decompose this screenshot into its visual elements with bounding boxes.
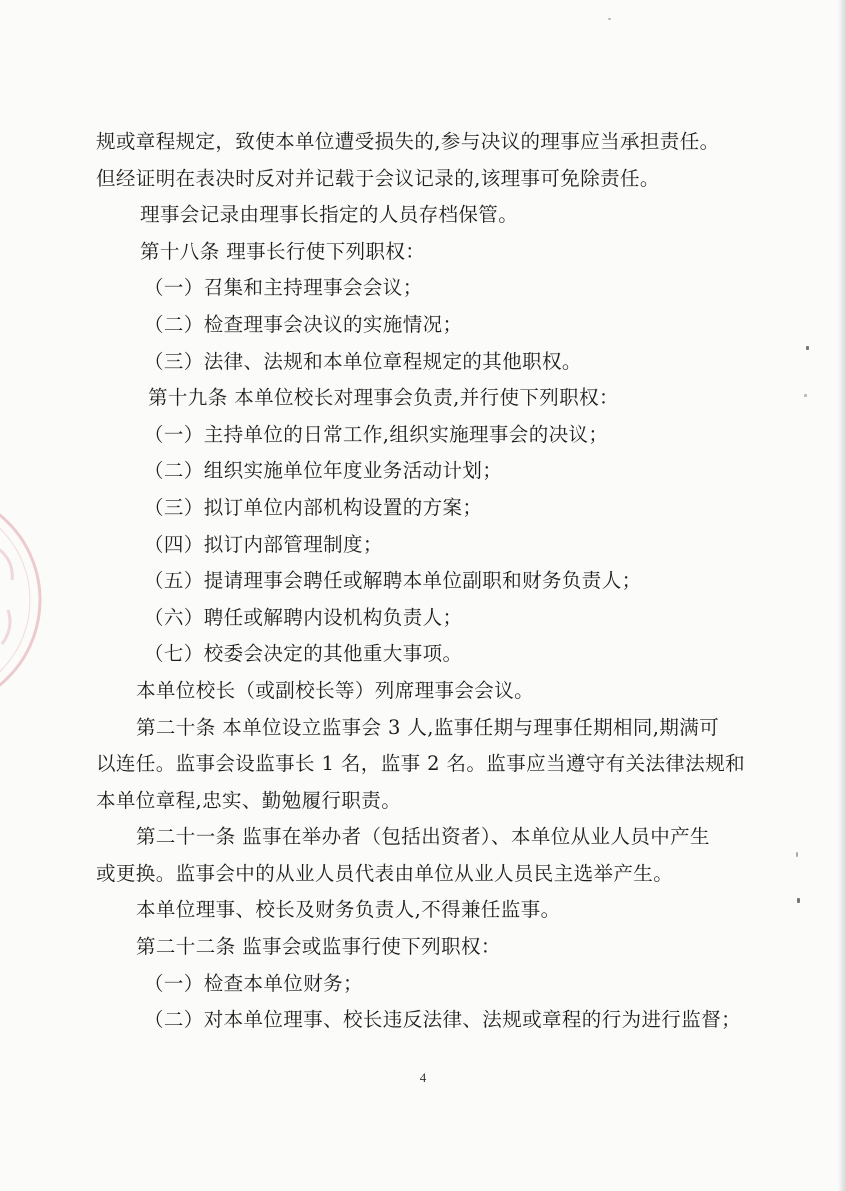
article-21-line-2: 或更换。监事会中的从业人员代表由单位从业人员民主选举产生。: [96, 861, 674, 885]
text-line-1: 规或章程规定，致使本单位遭受损失的,参与决议的理事应当承担责任。: [96, 130, 720, 153]
article-22-item-2: （二）对本单位理事、校长违反法律、法规或章程的行为进行监督；: [144, 1008, 742, 1032]
text-line-3: 理事会记录由理事长指定的人员存档保管。: [140, 203, 519, 227]
article-19-item-1: （一）主持单位的日常工作,组织实施理事会的决议；: [144, 422, 609, 446]
scan-speck: [797, 898, 800, 903]
article-19-item-6: （六）聘任或解聘内设机构负责人；: [144, 605, 463, 629]
text-line-principal-attend: 本单位校长（或副校长等）列席理事会会议。: [136, 678, 535, 702]
article-20-line-1: 第二十条 本单位设立监事会 3 人,监事任期与理事任期相同,期满可: [136, 715, 720, 739]
scan-edge-shadow: [838, 0, 846, 1191]
article-19-item-3: （三）拟订单位内部机构设置的方案；: [144, 495, 483, 519]
text-line-no-concurrent: 本单位理事、校长及财务负责人,不得兼任监事。: [136, 898, 561, 922]
scan-speck: [804, 394, 807, 397]
article-19-item-5: （五）提请理事会聘任或解聘本单位副职和财务负责人；: [144, 569, 642, 593]
document-body: [96, 124, 746, 1039]
article-19-item-4: （四）拟订内部管理制度；: [144, 532, 383, 556]
article-19-item-7: （七）校委会决定的其他重大事项。: [144, 642, 463, 666]
scan-speck: [796, 852, 798, 857]
article-18-item-1: （一）召集和主持理事会会议；: [144, 276, 423, 300]
page-number: 4: [419, 1070, 427, 1085]
article-20-line-2: 以连任。监事会设监事长 1 名，监事 2 名。监事应当遵守有关法律法规和: [96, 752, 746, 776]
article-18-heading: 第十八条 理事长行使下列职权：: [140, 239, 426, 263]
article-21-line-1: 第二十一条 监事在举办者（包括出资者）、本单位从业人员中产生: [136, 825, 710, 849]
text-line-2: 但经证明在表决时反对并记载于会议记录的,该理事可免除责任。: [96, 166, 660, 190]
article-18-item-2: （二）检查理事会决议的实施情况；: [144, 312, 463, 336]
article-22-item-1: （一）检查本单位财务；: [144, 971, 363, 995]
scan-speck: [608, 18, 611, 20]
article-19-item-2: （二）组织实施单位年度业务活动计划；: [144, 459, 503, 483]
article-18-item-3: （三）法律、法规和本单位章程规定的其他职权。: [144, 349, 582, 373]
article-20-line-3: 本单位章程,忠实、勤勉履行职责。: [96, 788, 402, 812]
red-seal-trace: [0, 480, 50, 720]
scan-speck: [806, 346, 809, 350]
article-19-heading: 第十九条 本单位校长对理事会负责,并行使下列职权：: [148, 386, 619, 410]
article-22-heading: 第二十二条 监事会或监事行使下列职权：: [136, 935, 501, 959]
